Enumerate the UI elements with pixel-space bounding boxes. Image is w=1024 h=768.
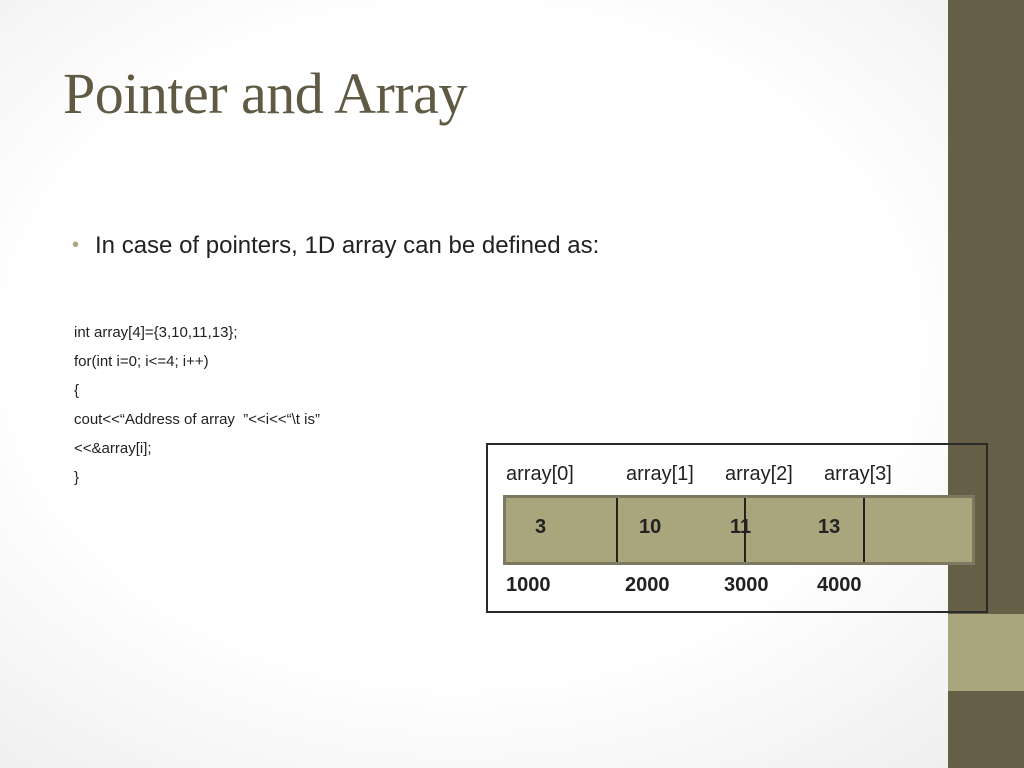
bullet-text: In case of pointers, 1D array can be defined as: <box>95 232 600 259</box>
code-line: cout<<“Address of array ”<<i<<“\t is” <box>74 411 320 428</box>
code-line: for(int i=0; i<=4; i++) <box>74 353 209 370</box>
address-label: 4000 <box>817 574 862 596</box>
index-label: array[2] <box>725 463 793 485</box>
cell-divider <box>863 498 865 562</box>
code-block <box>74 318 320 492</box>
address-label: 1000 <box>506 574 551 596</box>
code-line: } <box>74 469 80 486</box>
cell-value: 10 <box>639 516 662 538</box>
cell-value: 11 <box>730 516 752 538</box>
index-label: array[0] <box>506 463 574 485</box>
code-line: <<&array[i]; <box>74 440 152 457</box>
array-cells <box>503 495 975 565</box>
sidebar-accent-block <box>948 614 1024 691</box>
address-label: 3000 <box>724 574 769 596</box>
address-label: 2000 <box>625 574 670 596</box>
slide-title: Pointer and Array <box>63 61 467 126</box>
cell-divider <box>616 498 618 562</box>
index-label: array[3] <box>824 463 892 485</box>
bullet-dot-icon: • <box>72 234 80 256</box>
code-line: int array[4]={3,10,11,13}; <box>74 324 238 341</box>
array-memory-diagram <box>486 443 988 613</box>
cell-value: 3 <box>535 516 547 538</box>
code-line: { <box>74 382 80 399</box>
index-label: array[1] <box>626 463 694 485</box>
cell-value: 13 <box>818 516 841 538</box>
bullet-item <box>72 232 599 260</box>
